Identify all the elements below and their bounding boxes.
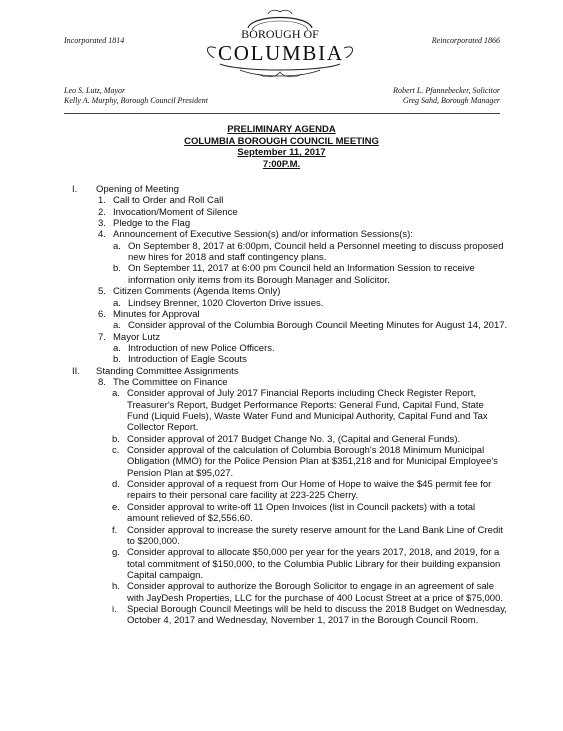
agenda-item-text: Fund (Liquid Fuels), Waste Water Fund and Municipal Authority, Capital Fund and Tax <box>127 410 488 422</box>
reincorporated-date: Reincorporated 1866 <box>431 36 500 45</box>
agenda-item-text: The Committee on Finance <box>113 376 228 388</box>
agenda-item-text: Consider approval of 2017 Budget Change No. 3, (Capital and General Funds). <box>127 433 461 445</box>
agenda-item-marker: 3. <box>98 218 106 230</box>
agenda-item-text: to $200,000. <box>127 535 180 547</box>
agenda-item-marker: 7. <box>98 331 106 343</box>
agenda-item-text: Introduction of new Police Officers. <box>128 342 275 354</box>
agenda-item-text: Invocation/Moment of Silence <box>113 206 238 218</box>
agenda-item-text: total commitment of $150,000, to the Columbia Public Library for their building expansion <box>127 558 501 570</box>
agenda-item-marker: 5. <box>98 286 106 298</box>
agenda-item-text: with JayDesh Properties, LLC for the purchase of 400 Locust Street at a price of $75,000. <box>127 592 503 604</box>
agenda-item-text: Introduction of Eagle Scouts <box>128 354 247 366</box>
agenda-item-marker: I. <box>72 184 78 195</box>
agenda-item-text: On September 11, 2017 at 6:00 pm Council held an Information Session to receive <box>128 263 475 275</box>
agenda-item-text: On September 8, 2017 at 6:00pm, Council held a Personnel meeting to discuss proposed <box>128 240 504 252</box>
logo-main-text: COLUMBIA <box>218 41 342 65</box>
agenda-item-marker: a. <box>113 297 121 309</box>
agenda-item-text: Collector Report. <box>127 422 199 434</box>
agenda-item-marker: b. <box>112 433 120 445</box>
agenda-item-marker: 2. <box>98 206 106 218</box>
agenda-item-marker: h. <box>112 581 120 593</box>
agenda-item-text: October 4, 2017 and Wednesday, November 1, 2017 in the Borough Council Room. <box>127 615 479 627</box>
agenda-item-marker: a. <box>113 342 121 354</box>
agenda-item-marker: b. <box>113 354 121 366</box>
agenda-item-marker: 6. <box>98 308 106 320</box>
agenda-item-marker: a. <box>113 320 121 332</box>
agenda-item-text: new hires for 2018 and staff contingency plans. <box>128 252 327 264</box>
agenda-item-text: Call to Order and Roll Call <box>113 195 224 207</box>
header-divider <box>64 113 500 114</box>
agenda-item-text: Opening of Meeting <box>96 184 179 195</box>
agenda-item-marker: a. <box>113 240 121 252</box>
agenda-item-marker: c. <box>112 445 120 457</box>
agenda-item-text: Consider approval to write-off 11 Open Invoices (list in Council packets) with a total <box>127 501 476 513</box>
agenda-item-text: Capital campaign. <box>127 569 204 581</box>
agenda-title: PRELIMINARY AGENDA <box>227 124 336 135</box>
meeting-time: 7:00P.M. <box>262 158 301 170</box>
agenda-item-text: Special Borough Council Meetings will be held to discuss the 2018 Budget on Wednesday, <box>127 603 507 615</box>
agenda-item-text: Treasurer's Report, Budget Performance Reports: General Fund, Capital Fund, State <box>127 399 484 411</box>
agenda-item-marker: e. <box>112 501 120 513</box>
agenda-item-text: Announcement of Executive Session(s) and/or information Sessions(s): <box>113 229 413 241</box>
agenda-item-text: Mayor Lutz <box>113 331 160 343</box>
agenda-item-marker: b. <box>113 263 121 275</box>
agenda-item-text: Consider approval of a request from Our Home of Hope to waive the $45 permit fee for <box>127 479 492 491</box>
council-president-name: Kelly A. Murphy, Borough Council President <box>64 96 208 105</box>
agenda-item-marker: i. <box>112 603 117 615</box>
mayor-name: Leo S. Lutz, Mayor <box>64 86 126 95</box>
agenda-item-text: Consider approval to increase the surety reserve amount for the Land Bank Line of Credit <box>127 524 503 536</box>
agenda-item-text: repairs to their personal care facility at 223-225 Cherry. <box>127 490 359 502</box>
agenda-item-marker: d. <box>112 479 120 491</box>
agenda-item-marker: 4. <box>98 229 106 241</box>
agenda-title-block <box>0 124 563 170</box>
agenda-item-text: Standing Committee Assignments <box>96 365 239 377</box>
solicitor-name: Robert L. Pfannebecker, Solicitor <box>393 86 500 95</box>
agenda-item-marker: II. <box>72 365 80 377</box>
agenda-item-marker: g. <box>112 547 120 559</box>
agenda-item-text: Consider approval of the calculation of Columbia Borough's 2018 Minimum Municipal <box>127 445 485 457</box>
agenda-item-marker: a. <box>112 388 120 400</box>
logo-top-text: BOROUGH OF <box>241 27 319 41</box>
borough-logo <box>200 8 360 80</box>
incorporated-date: Incorporated 1814 <box>64 36 125 45</box>
borough-manager-name: Greg Sahd, Borough Manager <box>402 96 500 105</box>
agenda-item-text: Lindsey Brenner, 1020 Cloverton Drive issues. <box>128 297 324 309</box>
left-officials <box>64 86 208 106</box>
agenda-item-text: Minutes for Approval <box>113 308 200 320</box>
agenda-item-text: Consider approval to allocate $50,000 per year for the years 2017, 2018, and 2019, for a <box>127 547 500 559</box>
agenda-item-text: Pledge to the Flag <box>113 218 191 230</box>
agenda-item-marker: f. <box>112 524 118 536</box>
agenda-item-text: Consider approval to authorize the Borough Solicitor to engage in an agreement of sale <box>127 581 495 593</box>
meeting-date: September 11, 2017 <box>237 147 326 158</box>
agenda-item-text: Obligation (MMO) for the Police Pension Plan at $351,218 and for Municipal Employee's <box>127 456 498 468</box>
agenda-item-text: Citizen Comments (Agenda Items Only) <box>113 286 281 298</box>
right-officials <box>393 86 500 106</box>
agenda-item-text: Consider approval of July 2017 Financial Reports including Check Register Report, <box>127 388 477 400</box>
agenda-item-text: information only items from its Borough Manager and Solicitor. <box>128 274 390 286</box>
agenda-item-text: Consider approval of the Columbia Borough Council Meeting Minutes for August 14, 2017. <box>128 320 508 332</box>
agenda-item-marker: 1. <box>98 195 106 207</box>
agenda-item-marker: 8. <box>98 376 106 388</box>
meeting-name: COLUMBIA BOROUGH COUNCIL MEETING <box>184 135 379 147</box>
agenda-item-text: amount relieved of $2,556.60. <box>127 513 253 525</box>
agenda-item-text: Pension Plan at $95,027. <box>127 467 234 479</box>
